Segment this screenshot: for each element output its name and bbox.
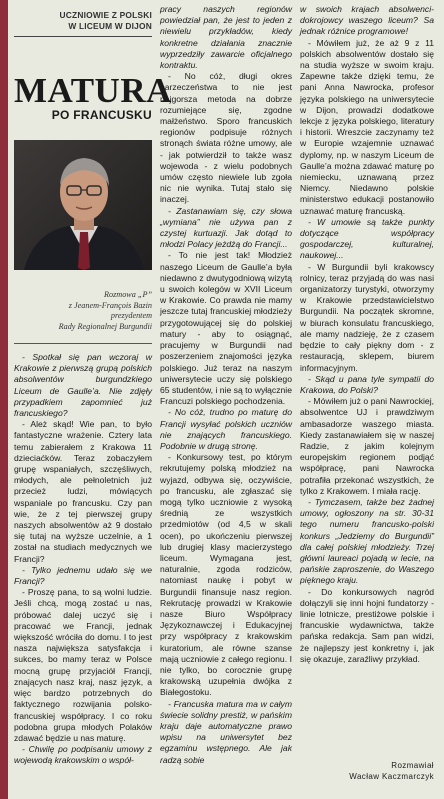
caption-line: Rozmowa „P”: [104, 290, 152, 299]
paragraph: - W Burgundii byli krakowscy rolnicy, teraz przyjadą do was nasi organizatorzy turystyki, otworzymy w Krakowie przedstawicielstwo Burgundii. Na początek skromne, w biurach konsulatu francuskiego, ale mamy nadzieję, że z czasem będzie to cały piękny dom - z restauracją, sklepem, biurem informacyjnym.: [300, 261, 434, 373]
kicker-line: UCZNIOWIE Z POLSKI: [59, 10, 152, 20]
paragraph: - Do konkursowych nagród dołączyli się inni hojni fundatorzy - linie lotnicze, prestiżowe polskie i francuskie wydawnictwa, także pańska redakcja. Sam pan widzi, że najlepszy jest konkretny i, jak się okazuje, zaraźliwy przykład.: [300, 586, 434, 664]
paragraph: - Mówiłem już, że aż 9 z 11 polskich absolwentów dostało się na studia wyższe w swoim kraju. Zapewne także dzięki temu, że pani Anna Nawrocka, profesor języka polskiego na uniwersytecie w Dijon, prowadzi dodatkowe lekcje z języka polskiego, literatury i historii. Wreszcie zaczynamy też w Europie wzajemnie uznawać dyplomy, np. w naszym Liceum de Gaulle’a można zdawać maturę po niemiecku, uznawaną przez Niemcy. Niedawno polskie ministerstwo edukacji postanowiło uznawać maturę francuską.: [300, 37, 434, 216]
paragraph: - Ależ skąd! Wie pan, to było fantastyczne wrażenie. Cztery lata temu zabierałem z Krakowa 11 dzieciaćków. Teraz zobaczyłem grupę wspaniałych, szczęśliwych, młodych, ale pełnoletnich już przecież ludzi, mówiących wspaniale po francusku. Czy pan wie, że z tej pierwszej grupy naszych absolwentów aż 9 dostało się tutaj na wyższe uczelnie, a 1 został na studiach medycznych we Francji?: [14, 419, 152, 564]
paragraph: - Chwilę po podpisaniu umowy z wojewodą krakowskim o współ-: [14, 744, 152, 766]
text-column-3: [300, 4, 434, 665]
paragraph: - Zastanawiam się, czy słowa „wymiana” nie używa pan z czystej kurtuazji. Jak dotąd to młodzi Polacy jeżdżą do Francji...: [160, 205, 292, 250]
paragraph: - Konkursowy test, po którym rekrutujemy polską młodzież na wyjazd, odbywa się, oczywiście, po francusku, ale zgłaszać się mogą tylko uczniowie z wysoką średnią ze wszystkich przedmiotów (od 4,5 w skali ocen), po ukończeniu pierwszej lub drugiej klasy macierzystego liceum. Wymagana jest, naturalnie, zgoda rodziców, natomiast naukę i pobyt w Burgundii finansuje nasz region. Rekrutację prowadzi w Krakowie nasze Biuro Współpracy Językoznawczej i Edukacyjnej przy współpracy z krakowskim kuratorium, ale równe szanse mają uczniowie z całego regionu. I nie tylko, bo corocznie grupę krakowską uzupełnia dwójka z Białegostoku.: [160, 452, 292, 698]
paragraph: - W umowie są także punkty dotyczące współpracy gospodarczej, kulturalnej, naukowej...: [300, 216, 434, 261]
text-column-2: [160, 4, 292, 766]
caption-line: z Jeanem-François Bazin: [68, 300, 152, 310]
header-rule: [14, 36, 152, 37]
paragraph: - Proszę pana, to są wolni ludzie. Jeśli chcą, mogą zostać u nas, próbować dalej uczyć się i pracować we Francji, jednak większość wróciła do domu. I to jest nasza największa satysfakcja i sukces, bo mamy teraz w Polsce mocną grupę przyjaciół Francji, znających nasz kraj, nasz język, a więc bardzo potrzebnych do faktycznego rozwijania polsko-francuskiej współpracy. I co roku podobna grupa młodych Polaków zdawać będzie u nas maturę.: [14, 587, 152, 743]
paragraph: - Tymczasem, także bez żadnej umowy, ogłoszony na str. 30-31 tego numeru francusko-polski konkurs „Jedziemy do Burgundii” dla całej polskiej młodzieży. Trzej główni laureaci pojadą w lecie, na pańskie zaproszenie, do Waszego pięknego kraju.: [300, 496, 434, 586]
caption-rule: [14, 343, 152, 344]
portrait-illustration: [14, 140, 152, 270]
caption-line: Rady Regionalnej Burgundii: [58, 321, 152, 331]
paragraph: pracy naszych regionów powiedział pan, że jest to jeden z niewielu przykładów, kiedy konkretne działania znacznie wyprzedziły zawarcie oficjalnego kontraktu.: [160, 4, 292, 71]
signature-line: Rozmawiał: [391, 761, 434, 770]
photo-caption: [14, 290, 152, 332]
paragraph: - To nie jest tak! Młodzież naszego Liceum de Gaulle’a była niedawno z dwutygodniową wizytą u swoich kolegów w XVII Liceum w Krakowie. Co prawda nie mamy jeszcze tutaj francuskiej młodzieży przygotowującej się do polskiej matury - aby to osiągnąć, pracujemy w Burgundii nad poszerzeniem znajomości języka polskiego. Już teraz na naszym uniwersytecie uczy się polskiego 65 studentów, i nie są to wyłącznie Francuzi polskiego pochodzenia.: [160, 250, 292, 407]
paragraph: - Tylko jednemu udało się we Francji?: [14, 564, 152, 587]
caption-line: prezydentem: [110, 311, 152, 320]
article-subtitle: PO FRANCUSKU: [51, 108, 152, 122]
kicker-line: W LICEUM W DIJON: [68, 21, 152, 31]
margin-bar: [0, 0, 8, 799]
paragraph: - Mówiłem już o pani Nawrockiej, absolwentce UJ i prawdziwym ambasadorze waszego miasta. Kiedy zastanawiałem się w naszej Radzie, z jakim kolejnym europejskim regionem podjąć współpracę, pani Nawrocka potrafiła przekonać wszystkich, że tylko z Krakowem. I miała rację.: [300, 396, 434, 496]
paragraph: - Francuska matura ma w całym świecie solidny prestiż, w pańskim kraju daje automatyczne prawo wpisu na uniwersytet bez egzaminu wstępnego. Ale jak radzą sobie: [160, 698, 292, 765]
article-title: MATURA: [14, 71, 172, 110]
signature-author: Wacław Kaczmarczyk: [349, 772, 434, 781]
signature: [300, 760, 434, 782]
portrait-photo: [14, 140, 152, 270]
kicker: [14, 10, 152, 32]
paragraph: - Spotkał się pan wczoraj w Krakowie z pierwszą grupą polskich absolwentów burgundzkiego Liceum de Gaulle’a. Nie zdjęły przypadkiem zapomnieć już francuskiego?: [14, 352, 152, 419]
paragraph: - No cóż, długi okres narzeczeństwa to nie jest najgorsza metoda na dobrze rozumiejące się, zgodne małżeństwo. Sporo francuskich regionów podpisuje różnych stronąch świata różne umowy, ale - jak potwierdził to także wasz wojewoda - z wielu podobnych umów często niewiele lub zgoła nic nie wynika. Tutaj stało się inaczej.: [160, 71, 292, 205]
paragraph: w swoich krajach absolwenci-dokrojowcy waszego liceum? Sa jednak różnice programowe!: [300, 4, 434, 37]
paragraph: - No cóż, trudno po maturę do Francji wysyłać polskich uczniów nie znających francuskiego. Podobnie w drugą stronę.: [160, 407, 292, 451]
text-column-1: [14, 352, 152, 767]
paragraph: - Skąd u pana tyle sympatii do Krakowa, do Polski?: [300, 373, 434, 395]
